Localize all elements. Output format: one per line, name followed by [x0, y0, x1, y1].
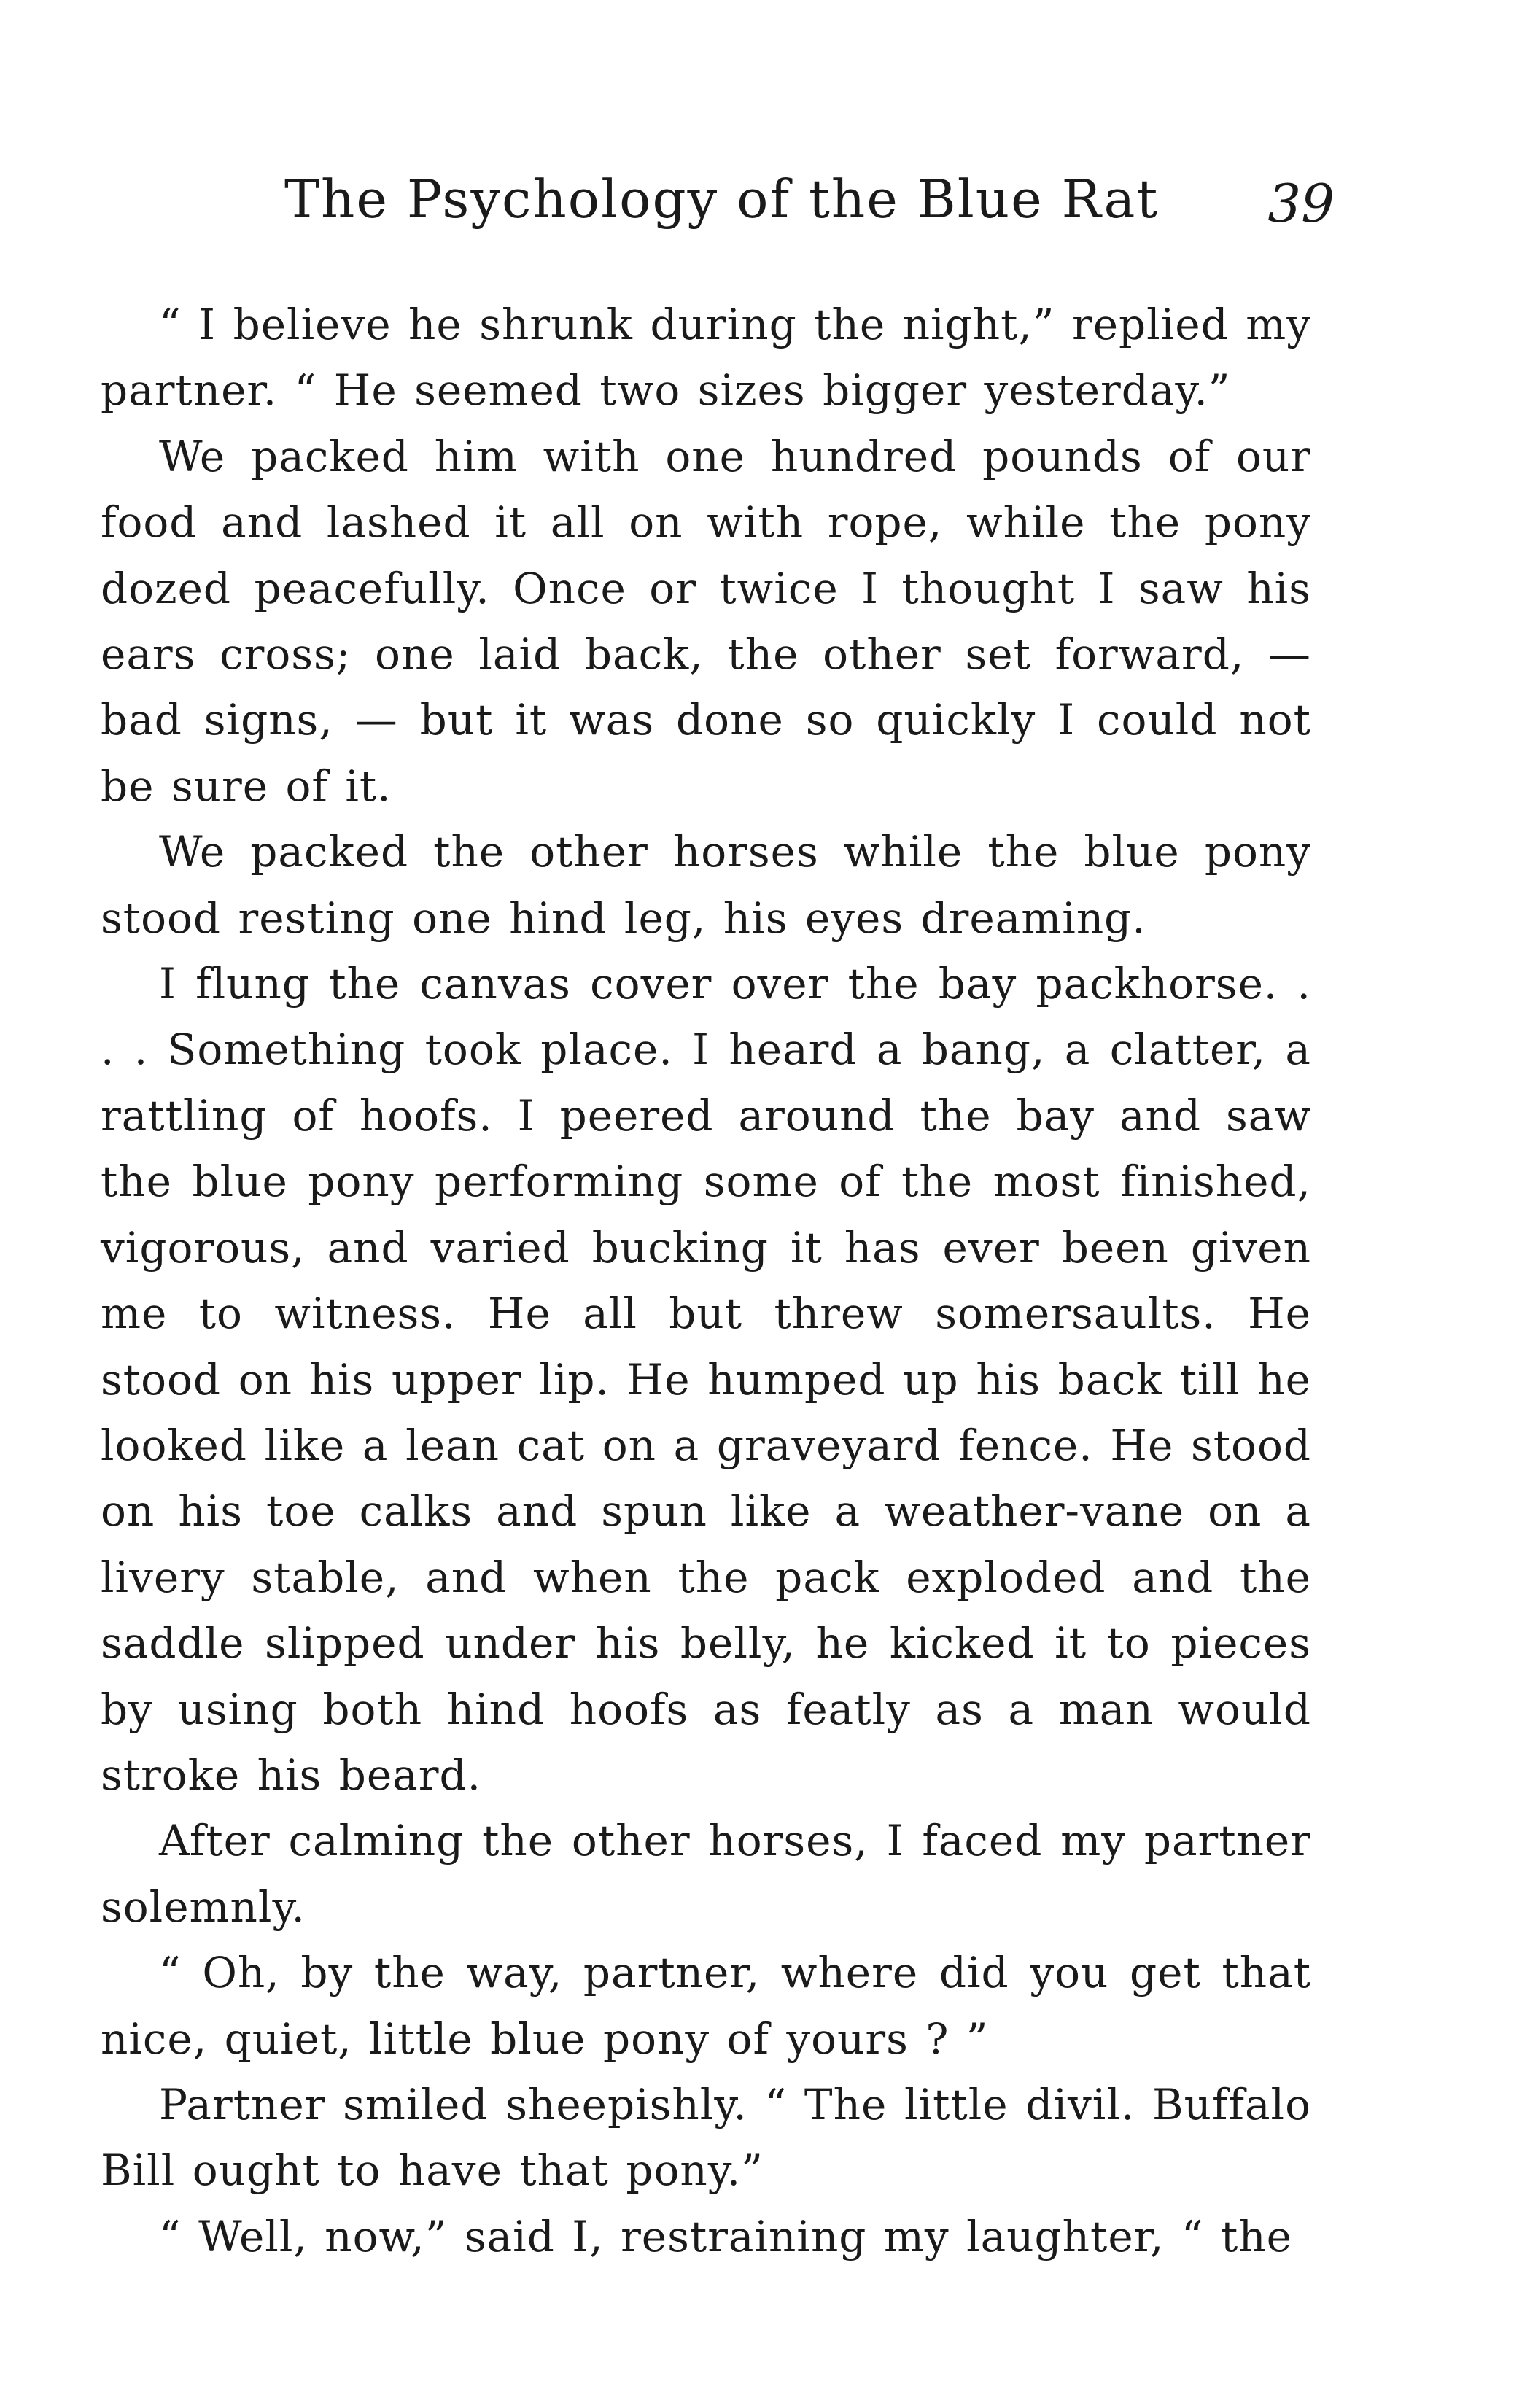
paragraph-4: I flung the canvas cover over the bay packhorse. . . . Something took place. I heard a bang, a clatter, a rattling of hoofs. I peered around the bay and saw the blue pony performing some of the most finished, vigorous, and varied bucking it has ever been given me to witness. He all but threw somersaults. He stood on his upper lip. He humped up his back till he looked like a lean cat on a graveyard fence. He stood on his toe calks and spun like a weather-vane on a livery stable, and when the pack exploded and the saddle slipped under his belly, he kicked it to pieces by using both hind hoofs as featly as a man would stroke his beard.: [101, 959, 1311, 1800]
paragraph-7: Partner smiled sheepishly. “ The little divil. Buffalo Bill ought to have that pony.”: [101, 2079, 1311, 2196]
body-text: [101, 292, 1311, 2269]
running-head: [284, 166, 1335, 232]
paragraph-5: After calming the other horses, I faced my partner solemnly.: [101, 1816, 1311, 1932]
running-title: The Psychology of the Blue Rat: [284, 168, 1160, 230]
paragraph-2: We packed him with one hundred pounds of our food and lashed it all on with rope, while the pony dozed peacefully. Once or twice I thought I saw his ears cross; one laid back, the other set forward, — bad signs, — but it was done so quickly I could not be sure of it.: [101, 431, 1311, 811]
paragraph-6: “ Oh, by the way, partner, where did you get that nice, quiet, little blue pony of yours ? ”: [101, 1948, 1311, 2064]
paragraph-8: “ Well, now,” said I, restraining my laughter, “ the: [159, 2211, 1292, 2261]
paragraph-1: “ I believe he shrunk during the night,” replied my partner. “ He seemed two sizes bigger yesterday.”: [101, 300, 1311, 416]
paragraph-3: We packed the other horses while the blue pony stood resting one hind leg, his eyes dreaming.: [101, 827, 1311, 943]
page-number: 39: [1267, 173, 1335, 234]
